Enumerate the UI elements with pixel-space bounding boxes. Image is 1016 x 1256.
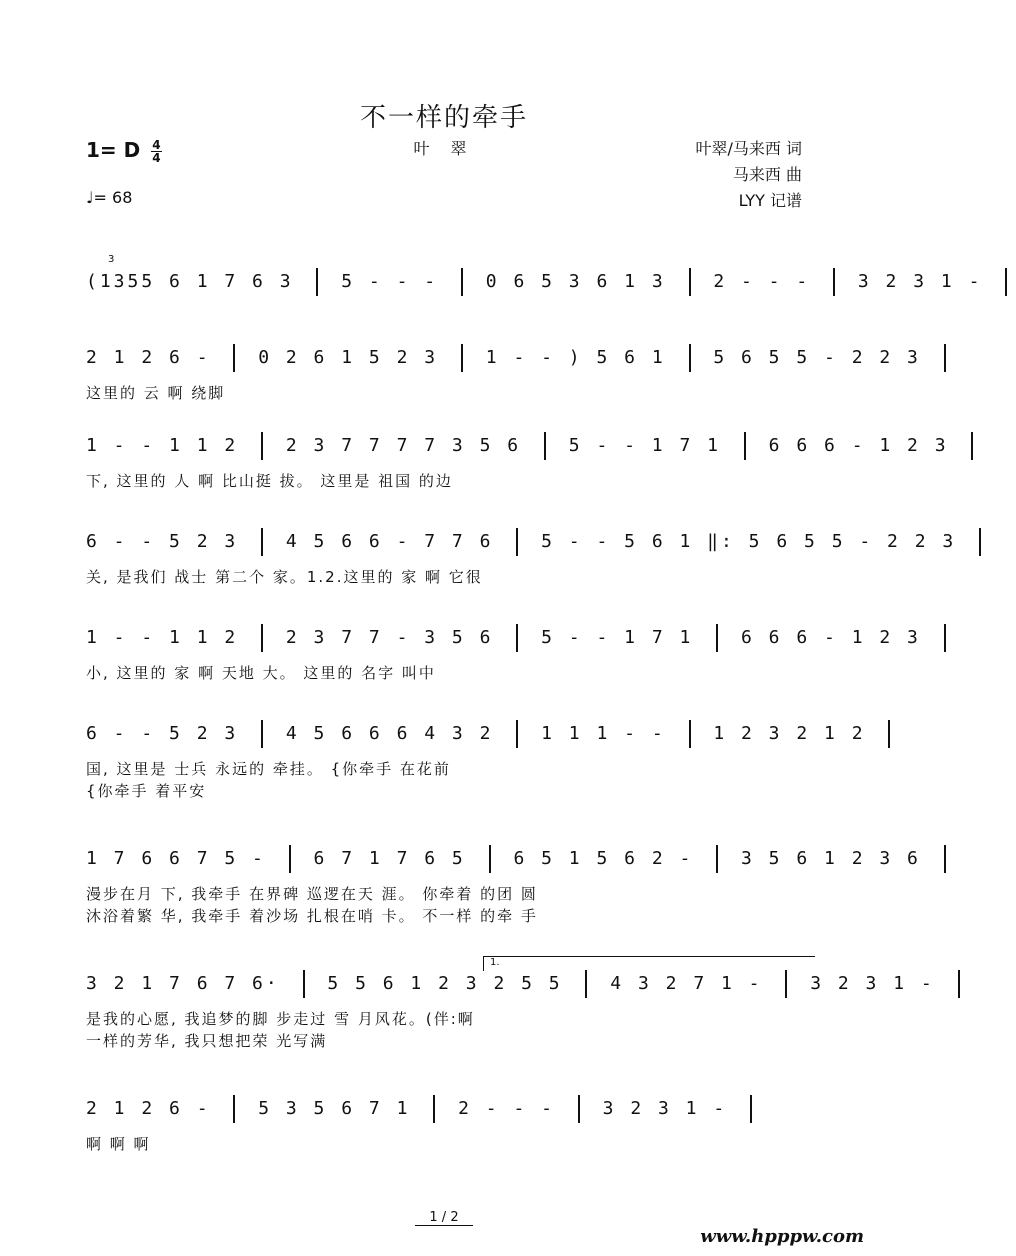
barline [578, 1095, 580, 1123]
lyric-line: 一样的芳华, 我只想把荣 光写满 [86, 1032, 328, 1050]
measure: 1 2 3 2 1 2 [699, 723, 880, 744]
barline [1005, 268, 1007, 296]
measure: 3 2 3 1 - [844, 271, 997, 292]
transcriber-credit: LYY 记谱 [738, 191, 802, 210]
lyric-line: 漫步在月 下, 我牵手 在界碑 巡逻在天 涯。 你牵着 的团 圆 [86, 885, 538, 903]
volta-bracket: 1. [483, 956, 815, 971]
barline [261, 624, 263, 652]
barline [689, 268, 691, 296]
barline [944, 845, 946, 873]
measure: 5 - - 1 7 1 [554, 435, 735, 456]
measure: (1355 6 1 7 6 3 [86, 271, 308, 292]
barline [544, 432, 546, 460]
measure: 6 6 6 - 1 2 3 [754, 435, 963, 456]
measure: 6 5 1 5 6 2 - [499, 848, 708, 869]
measure: 2 - - - [444, 1098, 569, 1119]
measure: 5 5 6 1 2 3 2 5 5 [313, 973, 577, 994]
measure: 3 2 3 1 - [796, 973, 949, 994]
barline [689, 344, 691, 372]
measure: 3 2 1 7 6 7 6· [86, 973, 294, 994]
lyric-line: 是我的心愿, 我追梦的脚 步走过 雪 月风花。(伴:啊 [86, 1010, 475, 1028]
barline [971, 432, 973, 460]
barline [233, 1095, 235, 1123]
barline [785, 970, 787, 998]
barline [585, 970, 587, 998]
barline [744, 432, 746, 460]
measure: 1 - - 1 1 2 [86, 627, 253, 648]
notation-line [86, 528, 971, 556]
time-denominator: 4 [152, 151, 161, 165]
barline [261, 720, 263, 748]
triplet-mark: 3 [108, 254, 115, 265]
barline [261, 528, 263, 556]
composer-credit: 马来西 曲 [732, 165, 802, 184]
score-system [86, 845, 935, 925]
barline [516, 528, 518, 556]
notation-line [86, 624, 935, 652]
barline [750, 1095, 752, 1123]
song-title: 不一样的牵手 [359, 103, 528, 133]
measure: 3 2 3 1 - [588, 1098, 742, 1119]
singer-name: 叶 翠 [413, 139, 475, 158]
score-system [86, 720, 880, 800]
score-system [86, 344, 935, 404]
notation-line [86, 344, 935, 372]
measure: 1 - - 1 1 2 [86, 435, 253, 456]
measure: 6 7 1 7 6 5 [299, 848, 480, 869]
measure: 0 6 5 3 6 1 3 [471, 271, 680, 292]
lyric-line: 关, 是我们 战士 第二个 家。1.2.这里的 家 啊 它很 [86, 568, 483, 586]
barline [689, 720, 691, 748]
measure: 4 5 6 6 - 7 7 6 [272, 531, 508, 552]
measure: 6 - - 5 2 3 [86, 531, 253, 552]
barline [888, 720, 890, 748]
measure: 4 3 2 7 1 - [596, 973, 777, 994]
lyric-line: 下, 这里的 人 啊 比山挺 拔。 这里是 祖国 的边 [86, 472, 453, 490]
lyric-line: {你牵手 着平安 [86, 782, 207, 800]
lyric-line: 这里的 云 啊 绕脚 [86, 384, 226, 402]
tempo-marking: ♩= 68 [86, 188, 133, 207]
notation-line [86, 970, 949, 998]
lyric-line: 沐浴着繁 华, 我牵手 着沙场 扎根在哨 卡。 不一样 的牵 手 [86, 907, 538, 925]
measure: 4 5 6 6 6 4 3 2 [272, 723, 508, 744]
barline [716, 845, 718, 873]
key-label: 1= D [86, 138, 141, 162]
notation-line [86, 432, 963, 460]
score-system [86, 432, 963, 492]
barline [516, 720, 518, 748]
score-system [86, 528, 971, 588]
watermark: www.hpppw.com [700, 1226, 864, 1247]
measure: 0 2 6 1 5 2 3 [244, 347, 452, 368]
barline [716, 624, 718, 652]
measure: 3 5 6 1 2 3 6 [727, 848, 935, 869]
measure: 5 3 5 6 7 1 [244, 1098, 425, 1119]
barline [289, 845, 291, 873]
measure: 2 1 2 6 - [86, 1098, 225, 1119]
measure: 5 - - 5 6 1 ‖: 5 6 5 5 - 2 2 3 [527, 531, 971, 552]
barline [261, 432, 263, 460]
notation-line [86, 845, 935, 873]
barline [944, 344, 946, 372]
barline [958, 970, 960, 998]
notation-line [86, 1095, 806, 1123]
barline [316, 268, 318, 296]
barline [233, 344, 235, 372]
lyricist-credit: 叶翠/马来西 词 [695, 139, 802, 158]
measure: 5 - - 1 7 1 [527, 627, 708, 648]
barline [833, 268, 835, 296]
page-number: 1 / 2 [0, 1210, 888, 1225]
barline [461, 344, 463, 372]
score-system [86, 624, 935, 684]
barline [303, 970, 305, 998]
measure: 5 - - - [327, 271, 452, 292]
measure: 2 - - - [699, 271, 825, 292]
measure: 2 3 7 7 - 3 5 6 [272, 627, 508, 648]
lyric-line: 国, 这里是 士兵 永远的 牵挂。 {你牵手 在花前 [86, 760, 451, 778]
measure: 1 7 6 6 7 5 - [86, 848, 280, 869]
barline [433, 1095, 435, 1123]
barline [979, 528, 981, 556]
barline [944, 624, 946, 652]
measure: 2 3 7 7 7 7 3 5 6 [272, 435, 535, 456]
barline [461, 268, 463, 296]
measure: 1 - - ) 5 6 1 [471, 347, 680, 368]
notation-line [86, 720, 880, 748]
measure: 6 6 6 - 1 2 3 [727, 627, 935, 648]
measure: 1 1 1 - - [527, 723, 680, 744]
score-system [86, 254, 997, 328]
notation-line [86, 268, 997, 296]
lyric-line: 小, 这里的 家 啊 天地 大。 这里的 名字 叫中 [86, 664, 436, 682]
score-system [86, 1095, 806, 1155]
barline [516, 624, 518, 652]
measure: 5 6 5 5 - 2 2 3 [699, 347, 935, 368]
lyric-line: 啊 啊 啊 [86, 1135, 151, 1153]
credits-block [696, 136, 802, 214]
time-numerator: 4 [152, 138, 161, 152]
barline [489, 845, 491, 873]
measure: 6 - - 5 2 3 [86, 723, 253, 744]
score-system [86, 957, 949, 1050]
measure: 2 1 2 6 - [86, 347, 225, 368]
